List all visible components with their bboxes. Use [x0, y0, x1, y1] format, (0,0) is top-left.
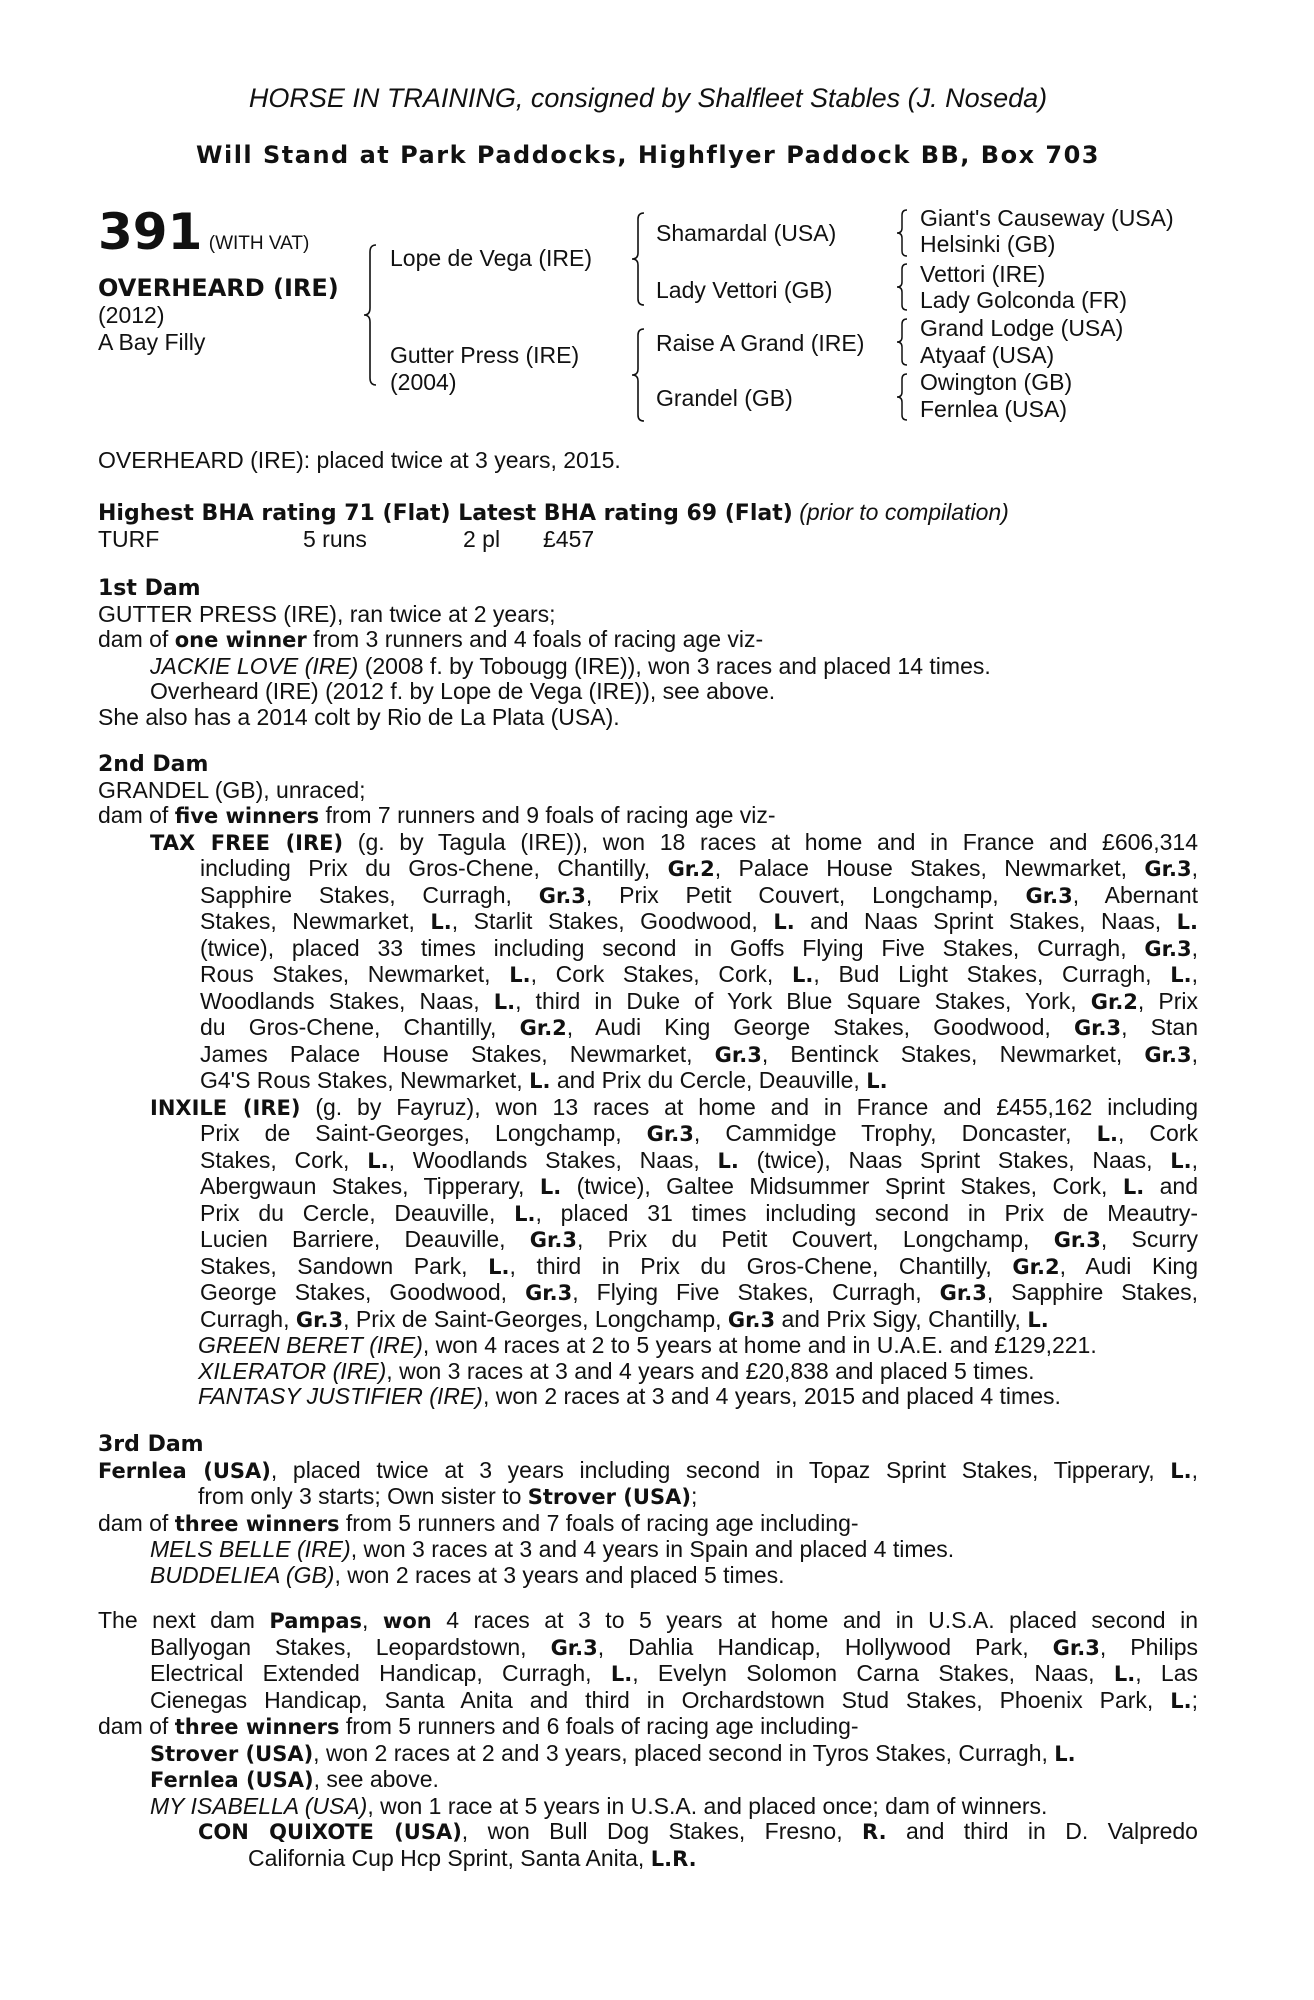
horse-name: OVERHEARD (IRE): [98, 274, 339, 302]
tax-free-entry: TAX FREE (IRE) (g. by Tagula (IRE)), won 18 races at home and in France and £606,314 including Prix du Gros-Chene, Chantilly, Gr.2, Palace House Stakes, Newmarket, Gr.3, Sapphire Stakes, Curragh, Gr.3, Prix Petit Couvert, Longchamp, Gr.3, Abernant Stakes, Newmarket, L., Starlit Stakes, Goodwood, L. and Naas Sprint Stakes, Naas, L. (twice), placed 33 times including second in Goffs Flying Five Stakes, Curragh, Gr.3, Rous Stakes, Newmarket, L., Cork Stakes, Cork, L., Bud Light Stakes, Curragh, L., Woodlands Stakes, Naas, L., third in Duke of York Blue Square Stakes, York, Gr.2, Prix du Gros-Chene, Chantilly, Gr.2, Audi King George Stakes, Goodwood, Gr.3, Stan James Palace House Stakes, Newmarket, Gr.3, Bentinck Stakes, Newmarket, Gr.3, G4'S Rous Stakes, Newmarket, L. and Prix du Cercle, Deauville, L.: [150, 828, 1199, 1093]
first-dam-section: [98, 576, 1198, 730]
third-dam-line: Fernlea (USA), placed twice at 3 years including second in Topaz Sprint Stakes, Tipperary, L.,: [98, 1456, 1199, 1483]
ratings-placed: 2 pl: [463, 525, 501, 552]
pedigree-sss: Giant's Causeway (USA): [920, 205, 1174, 231]
first-dam-heading: 1st Dam: [98, 576, 201, 601]
pedigree-dsd: Atyaaf (USA): [920, 342, 1055, 368]
pedigree-dam-sire: Raise A Grand (IRE): [656, 330, 865, 356]
pedigree-sire: Lope de Vega (IRE): [390, 245, 593, 271]
pedigree-sire-dam: Lady Vettori (GB): [656, 277, 833, 303]
pedigree-brace-sd: [895, 263, 909, 311]
second-dam-heading: 2nd Dam: [98, 752, 209, 777]
ratings-block: [98, 500, 1198, 553]
pedigree-brace-ss: [895, 209, 909, 257]
produce-entry: JACKIE LOVE (IRE) (2008 f. by Tobougg (IRE)), won 3 races and placed 14 times.: [150, 652, 991, 679]
consignor-title: HORSE IN TRAINING, consigned by Shalfleet Stables (J. Noseda): [248, 83, 1048, 113]
pedigree-dam-dam: Grandel (GB): [656, 385, 793, 411]
bha-ratings: Highest BHA rating 71 (Flat) Latest BHA rating 69 (Flat): [98, 501, 793, 526]
pedigree-brace-dd: [895, 373, 909, 421]
third-dam-section: 3rd Dam Fernlea (USA), placed twice at 3 years including second in Topaz Sprint Stakes, Tipperary, L., from only 3 starts; Own sister to Strover (USA); dam of three winners from 5 runners and 7 foals of racing age including- MELS BELLE (IRE), won 3 races at 3 and 4 years in Spain and placed 4 times. BUDDELIEA (GB), won 2 races at 3 years and placed 5 times.: [98, 1432, 1199, 1588]
first-dam-note: She also has a 2014 colt by Rio de La Plata (USA).: [98, 703, 620, 730]
pedigree-brace-main: [362, 244, 378, 386]
pedigree-sdd: Lady Golconda (FR): [920, 287, 1128, 313]
pedigree-brace-dam: [630, 328, 646, 422]
pedigree-dds: Owington (GB): [920, 369, 1073, 395]
pedigree-sire-sire: Shamardal (USA): [656, 220, 837, 246]
pedigree-ddd: Fernlea (USA): [920, 396, 1067, 422]
horse-description: A Bay Filly: [98, 329, 206, 355]
ratings-surface: TURF: [98, 525, 160, 552]
produce-entry: Strover (USA), won 2 races at 2 and 3 years, placed second in Tyros Stakes, Curragh, L.: [150, 1739, 1076, 1766]
produce-entry: GREEN BERET (IRE), won 4 races at 2 to 5 years at home and in U.A.E. and £129,221.: [198, 1332, 1097, 1358]
pedigree-dam-year: (2004): [390, 369, 457, 395]
second-dam-section: [98, 752, 1198, 1410]
lot-number-block: [98, 203, 310, 261]
produce-entry: MY ISABELLA (USA), won 1 race at 5 years in U.S.A. and placed once; dam of winners.: [150, 1792, 1048, 1819]
produce-entry: CON QUIXOTE (USA), won Bull Dog Stakes, Fresno, R. and third in D. Valpredo California Cup Hcp Sprint, Santa Anita, L.R.: [198, 1818, 1198, 1871]
produce-entry: XILERATOR (IRE), won 3 races at 3 and 4 years and £20,838 and placed 5 times.: [198, 1357, 1035, 1384]
second-dam-line: GRANDEL (GB), unraced;: [98, 776, 366, 803]
race-summary: OVERHEARD (IRE): placed twice at 3 years, 2015.: [98, 447, 621, 473]
stand-location: Will Stand at Park Paddocks, Highflyer Paddock BB, Box 703: [196, 141, 1100, 169]
pedigree-brace-ds: [895, 318, 909, 366]
next-dam-produce-line: dam of three winners from 5 runners and 6 foals of racing age including-: [98, 1713, 859, 1739]
first-dam-produce-line: dam of one winner from 3 runners and 4 foals of racing age viz-: [98, 626, 764, 652]
pedigree-dss: Grand Lodge (USA): [920, 315, 1124, 341]
produce-entry: MELS BELLE (IRE), won 3 races at 3 and 4 years in Spain and placed 4 times.: [150, 1536, 955, 1562]
produce-entry: FANTASY JUSTIFIER (IRE), won 2 races at 3 and 4 years, 2015 and placed 4 times.: [198, 1383, 1061, 1409]
ratings-note: (prior to compilation): [799, 499, 1009, 525]
pedigree-dam: Gutter Press (IRE): [390, 342, 580, 368]
third-dam-heading: 3rd Dam: [98, 1432, 204, 1457]
produce-entry: Overheard (IRE) (2012 f. by Lope de Vega (IRE)), see above.: [150, 678, 776, 704]
next-dam-section: The next dam Pampas, won 4 races at 3 to 5 years at home and in U.S.A. placed second in Ballyogan Stakes, Leopardstown, Gr.3, Dahlia Handicap, Hollywood Park, Gr.3, Philips Electrical Extended Handicap, Curragh, L., Evelyn Solomon Carna Stakes, Naas, L., Las Cienegas Handicap, Santa Anita and third in Orchardstown Stud Stakes, Phoenix Park, L.; dam of three winners from 5 runners and 6 foals of racing age including- Strover (USA), won 2 races at 2 and 3 years, placed second in Tyros Stakes, Curragh, L. Fernlea (USA), see above. MY ISABELLA (USA), won 1 race at 5 years in U.S.A. and placed once; dam of winners. CON QUIXOTE (USA), won Bull Dog Stakes, Fresno, R. and third in D. Valpredo California Cup Hcp Sprint, Santa Anita, L.R.: [98, 1607, 1198, 1871]
vat-note: (WITH VAT): [208, 233, 310, 254]
ratings-earnings: £457: [543, 525, 595, 552]
inxile-entry: INXILE (IRE) (g. by Fayruz), won 13 races at home and in France and £455,162 including Prix de Saint-Georges, Longchamp, Gr.3, Cammidge Trophy, Doncaster, L., Cork Stakes, Cork, L., Woodlands Stakes, Naas, L. (twice), Naas Sprint Stakes, Naas, L., Abergwaun Stakes, Tipperary, L. (twice), Galtee Midsummer Sprint Stakes, Cork, L. and Prix du Cercle, Deauville, L., placed 31 times including second in Prix de Meautry- Lucien Barriere, Deauville, Gr.3, Prix du Petit Couvert, Longchamp, Gr.3, Scurry Stakes, Sandown Park, L., third in Prix du Gros-Chene, Chantilly, Gr.2, Audi King George Stakes, Goodwood, Gr.3, Flying Five Stakes, Curragh, Gr.3, Sapphire Stakes, Curragh, Gr.3, Prix de Saint-Georges, Longchamp, Gr.3 and Prix Sigy, Chantilly, L.: [150, 1093, 1199, 1332]
ratings-runs: 5 runs: [303, 525, 367, 552]
produce-entry: Fernlea (USA), see above.: [150, 1766, 439, 1792]
third-dam-produce-line: dam of three winners from 5 runners and 7 foals of racing age including-: [98, 1509, 859, 1536]
second-dam-produce-line: dam of five winners from 7 runners and 9 foals of racing age viz-: [98, 802, 776, 828]
produce-entry: BUDDELIEA (GB), won 2 races at 3 years and placed 5 times.: [150, 1561, 785, 1588]
pedigree-brace-sire: [630, 212, 646, 306]
horse-year: (2012): [98, 302, 165, 328]
first-dam-line: GUTTER PRESS (IRE), ran twice at 2 years;: [98, 600, 556, 627]
pedigree-ssd: Helsinki (GB): [920, 231, 1056, 257]
pedigree-sds: Vettori (IRE): [920, 261, 1046, 287]
lot-number: 391: [98, 203, 203, 261]
